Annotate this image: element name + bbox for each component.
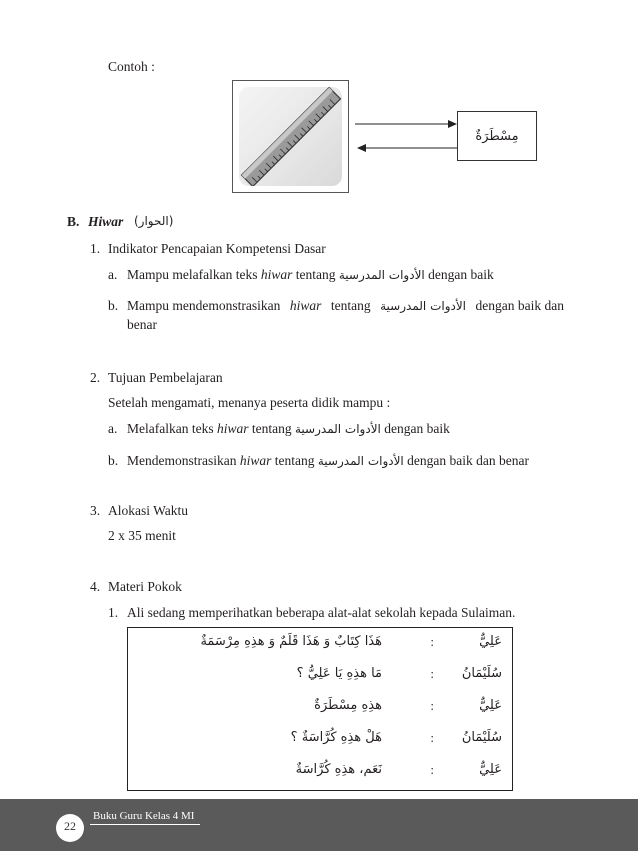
sub-marker: a. (108, 267, 118, 282)
list-item (127, 297, 564, 315)
section-title-arabic: (الحوار) (134, 214, 174, 228)
text-pre: Melafalkan teks (127, 421, 214, 436)
text-post: dengan baik dan benar (407, 453, 529, 468)
dialogue-speaker: عَلِيٌّ (479, 634, 502, 649)
list-item (127, 452, 529, 470)
dialogue-row (128, 756, 512, 788)
arabic-phrase: الأدوات المدرسية (317, 454, 404, 468)
dialogue-colon: : (430, 730, 434, 745)
sub-marker: b. (108, 453, 119, 468)
dialogue-colon: : (430, 666, 434, 681)
item-number: 2. (90, 370, 101, 385)
term-hiwar: hiwar (216, 421, 249, 436)
dialogue-utterance: هَلْ هذِهِ كُرَّاسَةٌ ؟ (290, 730, 382, 745)
section-letter: B. (67, 214, 80, 229)
item-number: 4. (90, 579, 101, 594)
dialogue-utterance: هذِهِ مِسْطَرَةٌ (314, 698, 382, 713)
item-title: Alokasi Waktu (108, 503, 189, 518)
arabic-word: مِسْطَرَةٌ (475, 128, 519, 144)
text-post: dengan baik (428, 267, 494, 282)
text-mid: tentang (251, 421, 292, 436)
dialogue-table (127, 627, 513, 791)
footer-bar (0, 799, 638, 851)
term-hiwar: hiwar (289, 298, 322, 313)
dialogue-colon: : (430, 698, 434, 713)
text-mid: tentang (295, 267, 336, 282)
text-mid: tentang (330, 298, 371, 313)
book-title: Buku Guru Kelas 4 MI (93, 810, 195, 822)
dialogue-speaker: عَلِيٌّ (479, 762, 502, 777)
item-title: Tujuan Pembelajaran (108, 370, 223, 385)
text-pre: Mampu mendemonstrasikan (127, 298, 281, 313)
item-title: Materi Pokok (108, 579, 182, 594)
arabic-phrase: الأدوات المدرسية (338, 268, 425, 282)
term-hiwar: hiwar (260, 267, 293, 282)
arabic-word-box (457, 111, 537, 161)
sub-text: Ali sedang memperihatkan beberapa alat-alat sekolah kepada Sulaiman. (127, 605, 516, 620)
dialogue-row (128, 628, 512, 660)
list-item (127, 266, 494, 284)
dialogue-colon: : (430, 634, 434, 649)
example-label: Contoh : (108, 59, 155, 74)
dialogue-speaker: سُلَيْمَانُ (461, 666, 502, 681)
dialogue-colon: : (430, 762, 434, 777)
ruler-image (232, 80, 349, 193)
footer-divider (90, 824, 200, 825)
dialogue-utterance: نَعَم، هذِهِ كُرَّاسَةٌ (295, 762, 382, 777)
item-number: 1. (90, 241, 101, 256)
sub-marker: b. (108, 298, 119, 313)
dialogue-utterance: هَذَا كِتَابٌ وَ هَذَا قَلَمٌ وَ هذِهِ مِرْسَمَةٌ (200, 634, 382, 649)
dialogue-row (128, 692, 512, 724)
section-title: Hiwar (88, 214, 124, 229)
arabic-phrase: الأدوات المدرسية (380, 299, 467, 313)
text-continuation: benar (127, 317, 157, 332)
item-title: Indikator Pencapaian Kompetensi Dasar (108, 241, 326, 256)
dialogue-speaker: سُلَيْمَانُ (461, 730, 502, 745)
arrows (355, 110, 459, 162)
dialogue-speaker: عَلِيٌّ (479, 698, 502, 713)
sub-number: 1. (108, 605, 119, 620)
dialogue-row (128, 724, 512, 756)
dialogue-row (128, 660, 512, 692)
arabic-phrase: الأدوات المدرسية (294, 422, 381, 436)
term-hiwar: hiwar (239, 453, 272, 468)
text-mid: tentang (274, 453, 315, 468)
page-number: 22 (64, 819, 76, 833)
text-pre: Mendemonstrasikan (127, 453, 237, 468)
text-pre: Mampu melafalkan teks (127, 267, 258, 282)
text-post: dengan baik (384, 421, 450, 436)
text-post: dengan baik dan (475, 298, 564, 313)
item-number: 3. (90, 503, 101, 518)
sub-marker: a. (108, 421, 118, 436)
dialogue-utterance: مَا هذِهِ يَا عَلِيُّ ؟ (296, 666, 382, 681)
list-item (127, 420, 450, 438)
item-intro: Setelah mengamati, menanya peserta didik mampu : (108, 395, 391, 410)
item-value: 2 x 35 menit (108, 528, 176, 543)
ruler-icon (239, 87, 342, 186)
